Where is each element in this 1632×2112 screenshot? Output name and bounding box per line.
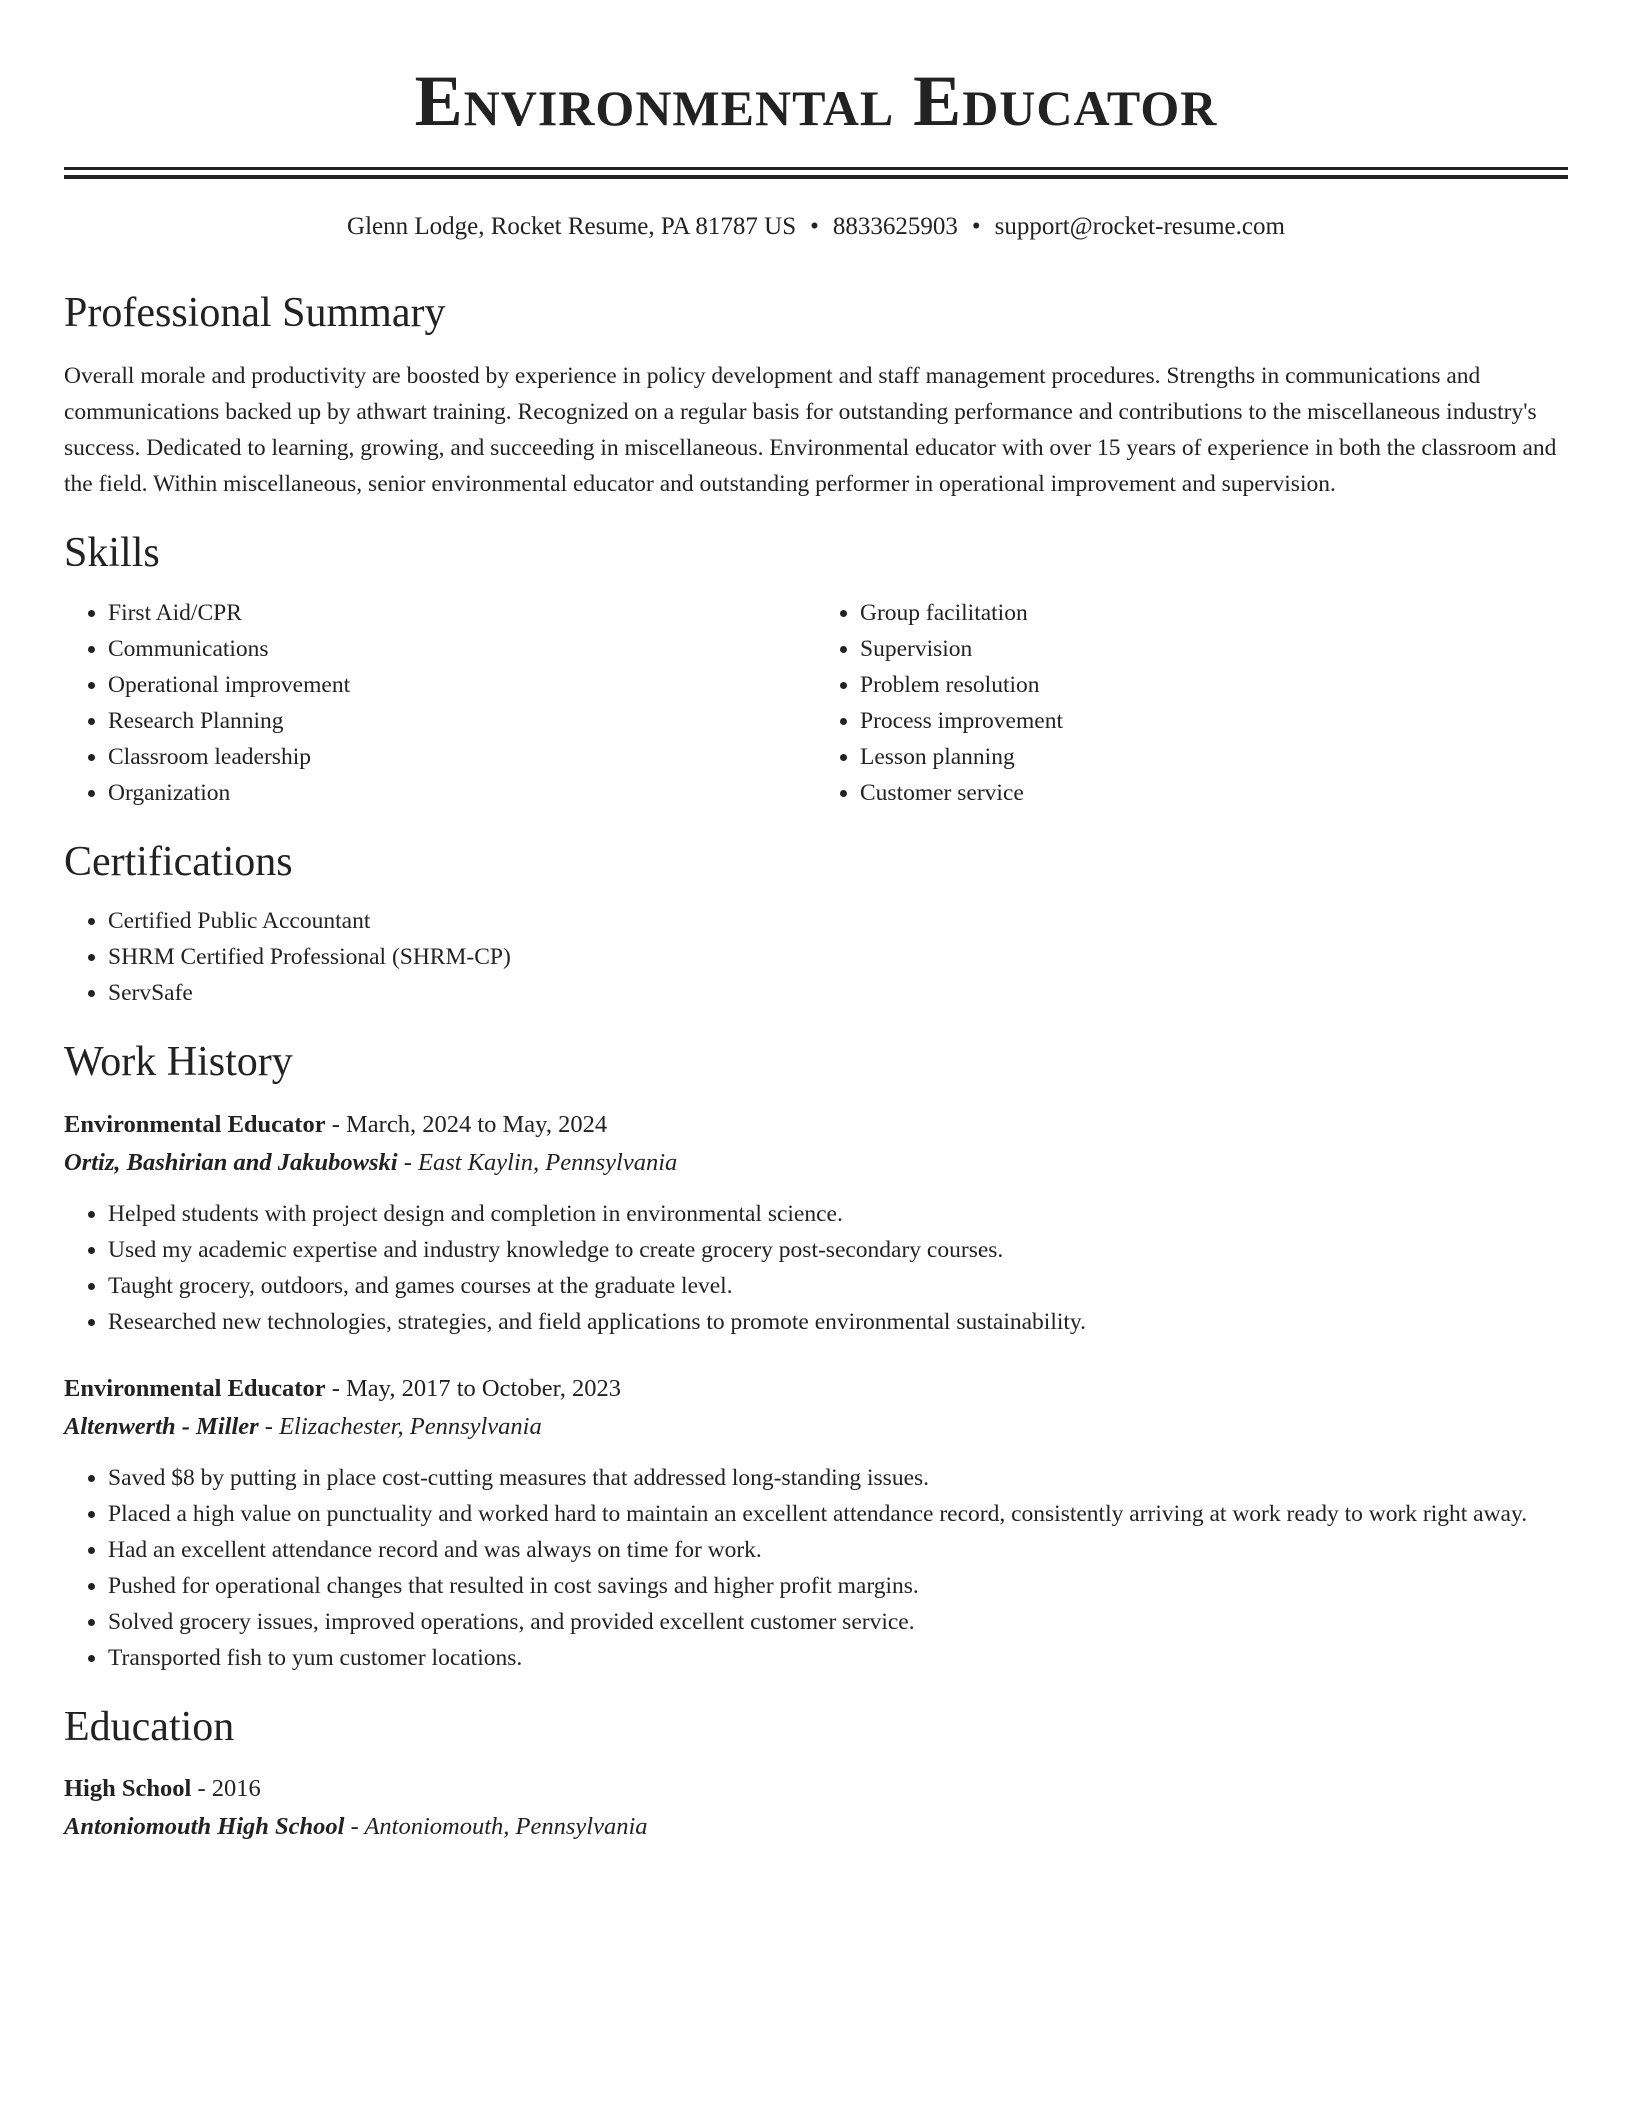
- skills-columns: [64, 595, 1568, 811]
- skill-item: • Group facilitation: [860, 595, 1568, 631]
- job-company-line: [64, 1408, 1568, 1446]
- candidate-name: Environmental Educator: [414, 61, 1218, 141]
- job-entry: [64, 1106, 1568, 1340]
- job-dates: - May, 2017 to October, 2023: [325, 1374, 622, 1402]
- certifications-list: [64, 903, 1568, 1011]
- education-heading: Education: [64, 1703, 235, 1750]
- job-bullet: • Taught grocery, outdoors, and games courses at the graduate level.: [108, 1268, 1568, 1304]
- job-location: - Elizachester, Pennsylvania: [258, 1412, 542, 1440]
- skills-heading: Skills: [64, 530, 160, 577]
- job-company: Altenwerth - Miller: [64, 1412, 259, 1440]
- education-entry: [64, 1770, 1568, 1846]
- contact-separator: •: [810, 213, 819, 240]
- education-degree: High School: [64, 1774, 192, 1802]
- job-company-line: [64, 1144, 1568, 1182]
- skill-item: • Classroom leadership: [108, 739, 816, 775]
- certifications-heading: Certifications: [64, 838, 293, 885]
- contact-email: support@rocket-resume.com: [994, 213, 1285, 240]
- education-school: Antoniomouth High School: [64, 1812, 345, 1840]
- skill-item: • Operational improvement: [108, 667, 816, 703]
- skill-item: • Customer service: [860, 775, 1568, 811]
- job-company: Ortiz, Bashirian and Jakubowski: [64, 1148, 398, 1176]
- job-title-line: [64, 1106, 1568, 1144]
- job-bullet: • Used my academic expertise and industry knowledge to create grocery post-secondary courses.: [108, 1232, 1568, 1268]
- summary-text: Overall morale and productivity are boosted by experience in policy development and staff management procedures. Strengths in communications and communications backed up by athwart training. Recognized on a regular basis for outstanding performance and contributions to the miscellaneous industry's success. Dedicated to learning, growing, and succeeding in miscellaneous. Environmental educator with over 15 years of experience in both the classroom and the field. Within miscellaneous, senior environmental educator and outstanding performer in operational improvement and supervision.: [64, 363, 1557, 498]
- job-title: Environmental Educator: [64, 1110, 326, 1138]
- job-entry: [64, 1370, 1568, 1676]
- contact-phone: 8833625903: [832, 213, 958, 240]
- job-bullets: [64, 1196, 1568, 1340]
- skill-item: • Lesson planning: [860, 739, 1568, 775]
- header-rule-bottom: [64, 175, 1568, 179]
- education-year: - 2016: [191, 1774, 261, 1802]
- job-location: - East Kaylin, Pennsylvania: [397, 1148, 678, 1176]
- contact-line: [64, 212, 1568, 242]
- job-title-line: [64, 1370, 1568, 1408]
- skill-item: • Organization: [108, 775, 816, 811]
- skill-item: • Research Planning: [108, 703, 816, 739]
- job-bullet: • Solved grocery issues, improved operations, and provided excellent customer service.: [108, 1604, 1568, 1640]
- job-bullets: [64, 1460, 1568, 1676]
- job-bullet: • Saved $8 by putting in place cost-cutting measures that addressed long-standing issues.: [108, 1460, 1568, 1496]
- job-bullet: • Transported fish to yum customer locations.: [108, 1640, 1568, 1676]
- header-rule-top: [64, 167, 1568, 170]
- job-bullet: • Pushed for operational changes that resulted in cost savings and higher profit margins.: [108, 1568, 1568, 1604]
- job-bullet: • Placed a high value on punctuality and worked hard to maintain an excellent attendance record, consistently arriving at work ready to work right away.: [108, 1496, 1568, 1532]
- skill-item: • Problem resolution: [860, 667, 1568, 703]
- skill-item: • Supervision: [860, 631, 1568, 667]
- certification-item: • SHRM Certified Professional (SHRM-CP): [108, 939, 1568, 975]
- job-title: Environmental Educator: [64, 1374, 326, 1402]
- work-history-heading: Work History: [64, 1039, 293, 1086]
- education-school-line: [64, 1808, 1568, 1846]
- skills-list-left: [64, 595, 816, 811]
- skill-item: • Process improvement: [860, 703, 1568, 739]
- skills-list-right: [816, 595, 1568, 811]
- job-dates: - March, 2024 to May, 2024: [325, 1110, 608, 1138]
- contact-separator: •: [971, 213, 981, 240]
- job-bullet: • Helped students with project design and completion in environmental science.: [108, 1196, 1568, 1232]
- contact-address: Glenn Lodge, Rocket Resume, PA 81787 US: [347, 213, 797, 240]
- education-degree-line: [64, 1770, 1568, 1808]
- job-bullet: • Researched new technologies, strategies, and field applications to promote environmental sustainability.: [108, 1304, 1568, 1340]
- certification-item: • Certified Public Accountant: [108, 903, 1568, 939]
- job-bullet: • Had an excellent attendance record and was always on time for work.: [108, 1532, 1568, 1568]
- certification-item: • ServSafe: [108, 975, 1568, 1011]
- summary-heading: Professional Summary: [64, 290, 446, 336]
- education-location: - Antoniomouth, Pennsylvania: [344, 1812, 648, 1840]
- skill-item: • First Aid/CPR: [108, 595, 816, 631]
- skill-item: • Communications: [108, 631, 816, 667]
